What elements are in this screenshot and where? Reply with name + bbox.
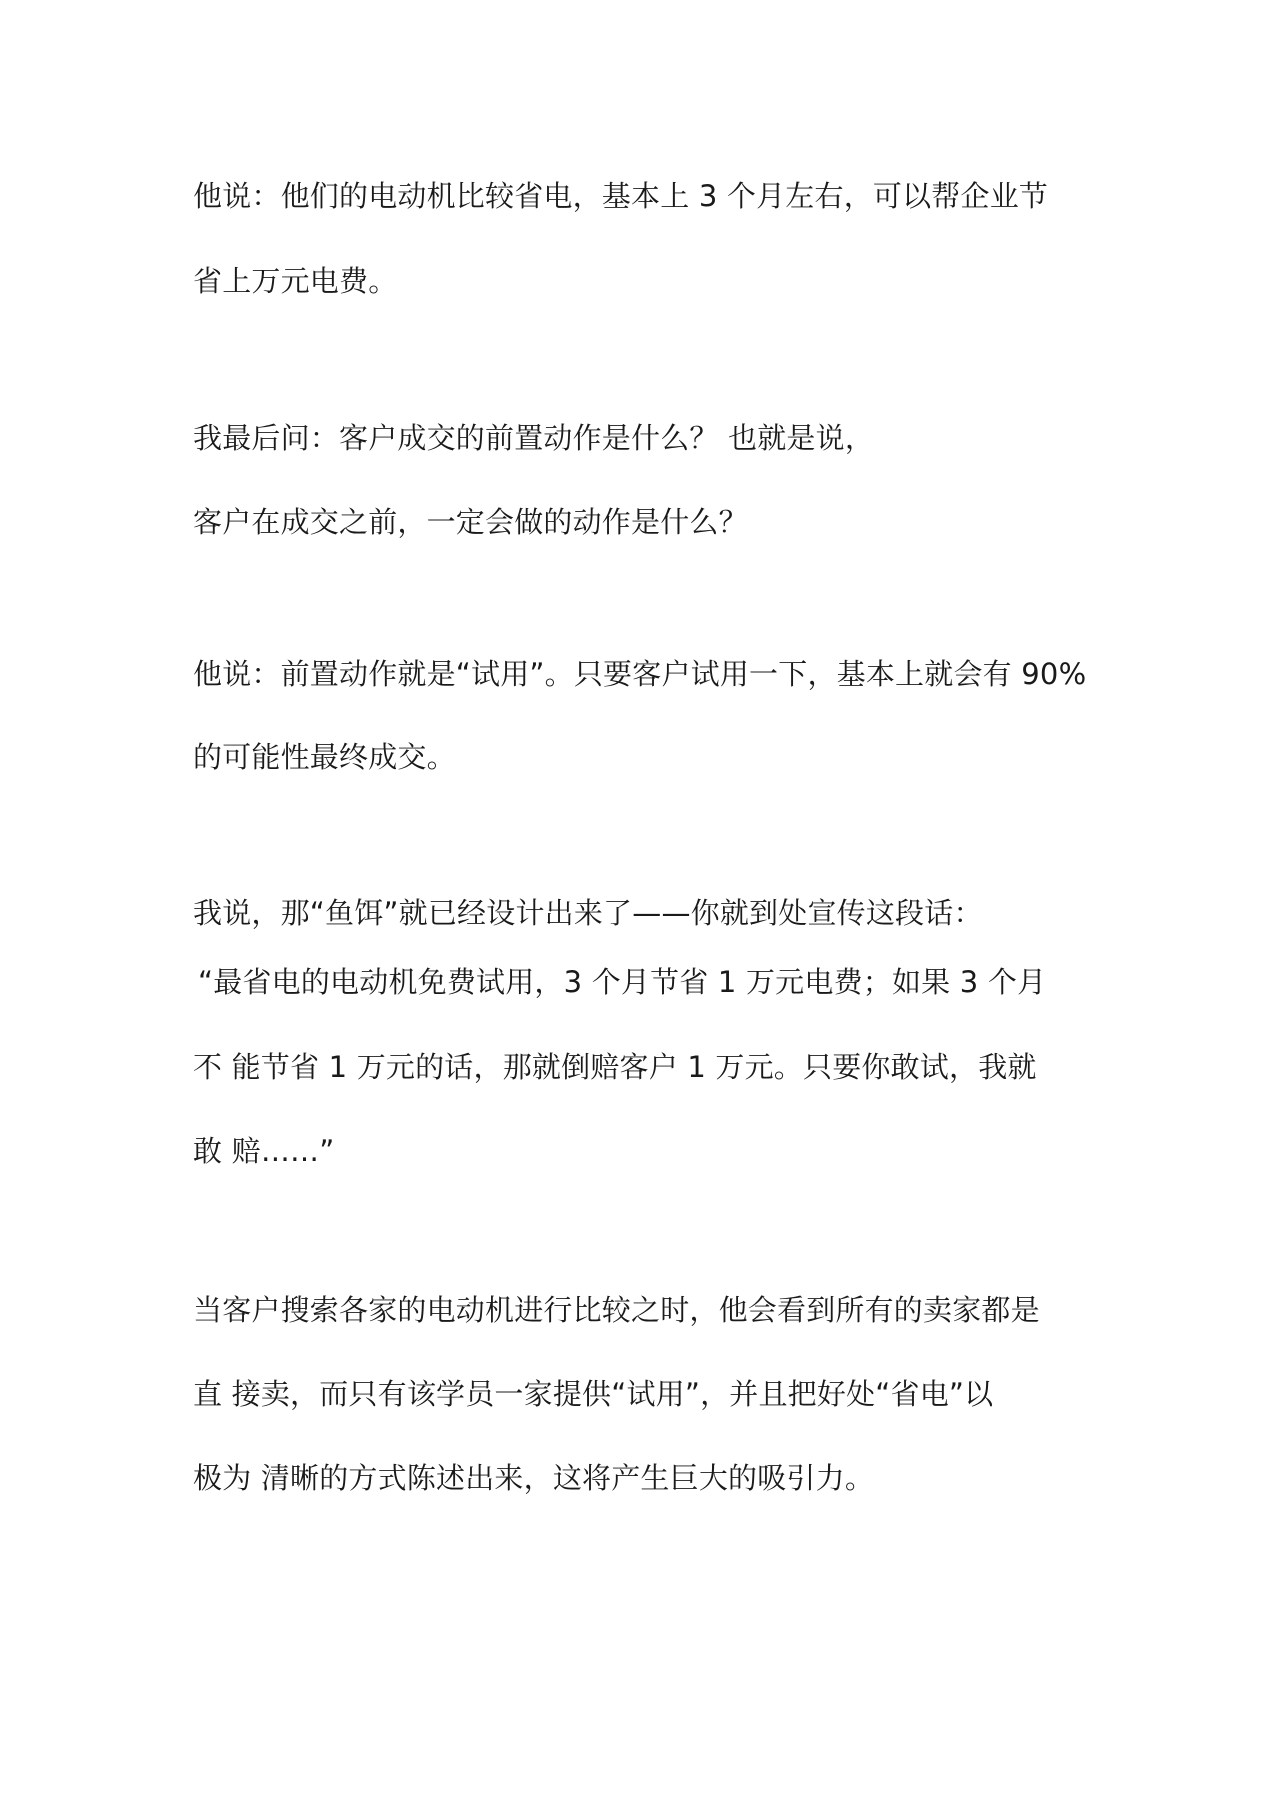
paragraph-2-line-2: 客户在成交之前，一定会做的动作是什么？	[193, 505, 748, 539]
paragraph-2-line-1: 我最后问：客户成交的前置动作是什么？ 也就是说，	[193, 421, 875, 455]
paragraph-5-line-3: 极为 清晰的方式陈述出来，这将产生巨大的吸引力。	[193, 1461, 875, 1495]
paragraph-1-line-1: 他说：他们的电动机比较省电，基本上 3 个月左右，可以帮企业节	[193, 179, 1049, 213]
paragraph-3-line-2: 的可能性最终成交。	[193, 740, 456, 774]
paragraph-4-line-1: 我说，那“鱼饵”就已经设计出来了——你就到处宣传这段话：	[193, 896, 983, 930]
paragraph-5-line-1: 当客户搜索各家的电动机进行比较之时，他会看到所有的卖家都是	[193, 1293, 1040, 1327]
paragraph-4-line-2: “最省电的电动机免费试用，3 个月节省 1 万元电费；如果 3 个月	[198, 965, 1047, 999]
paragraph-4-line-4: 敢 赔……”	[193, 1134, 335, 1168]
paragraph-3-line-1: 他说：前置动作就是“试用”。只要客户试用一下，基本上就会有 90%	[193, 657, 1087, 691]
paragraph-5-line-2: 直 接卖，而只有该学员一家提供“试用”，并且把好处“省电”以	[193, 1377, 994, 1411]
paragraph-4-line-3: 不 能节省 1 万元的话，那就倒赔客户 1 万元。只要你敢试，我就	[193, 1050, 1037, 1084]
paragraph-1-line-2: 省上万元电费。	[193, 264, 398, 298]
